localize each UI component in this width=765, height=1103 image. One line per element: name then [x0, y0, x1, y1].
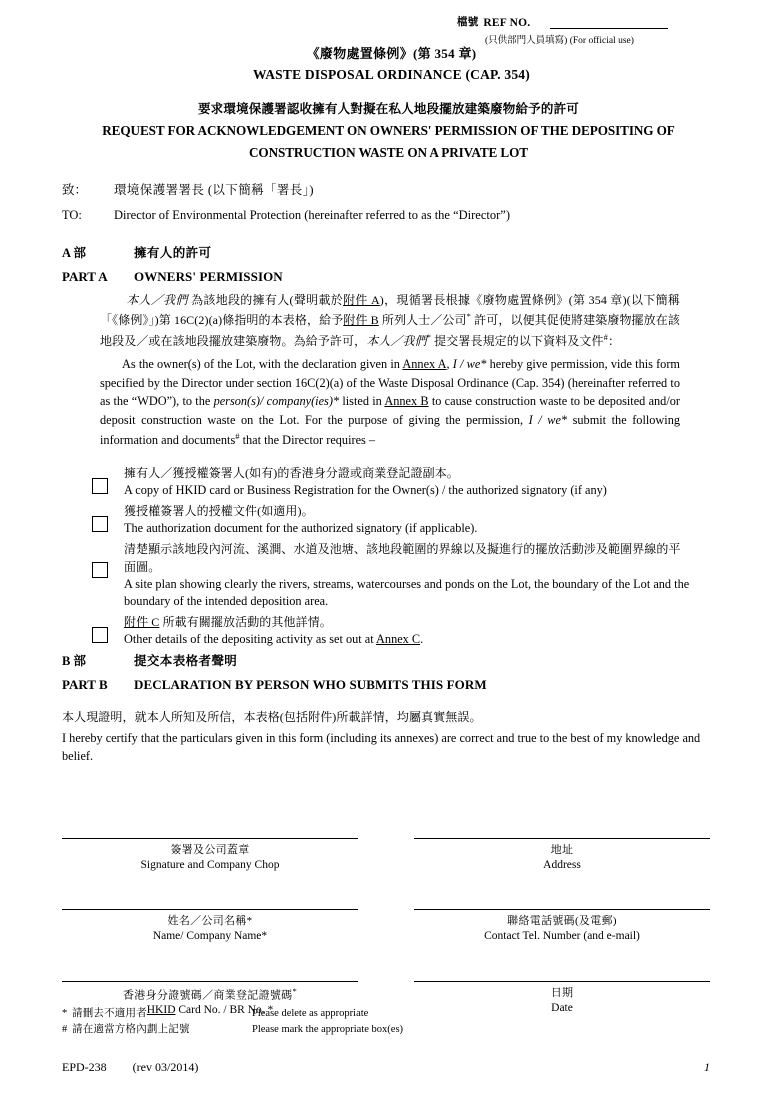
list-item[interactable] — [92, 613, 692, 649]
signature-line[interactable] — [414, 838, 710, 839]
signature-fields-grid — [62, 838, 710, 1019]
addressee-row-zh — [62, 180, 702, 198]
official-use-note: (只供部門人員填寫) (For official use) — [485, 36, 634, 46]
signature-row — [62, 838, 710, 873]
hkid-abbrev: HKID — [146, 1004, 176, 1017]
checkbox-site-plan[interactable] — [92, 562, 108, 578]
field-label-name-zh: 姓名／公司名稱* — [167, 915, 253, 928]
footnote-1-en: Please mark the appropriate box(es) — [252, 1023, 404, 1035]
part-a-body-zh-5: 本人／我們 — [366, 333, 427, 348]
page-footer — [62, 1060, 710, 1075]
persons-companies-marker: person(s)/ company(ies)* — [213, 394, 340, 409]
footnote-0-zh: 請刪去不適用者 — [72, 1008, 147, 1019]
part-a-body-en-2: , — [446, 357, 453, 371]
addressee-block — [62, 180, 702, 223]
field-label-signature-en: Signature and Company Chop — [140, 858, 280, 871]
i-we-marker-2: I / we* — [528, 413, 568, 428]
signature-line[interactable] — [62, 838, 358, 839]
part-a-heading — [62, 243, 712, 285]
checkbox-authorization-document[interactable] — [92, 516, 108, 532]
form-revision: (rev 03/2014) — [132, 1060, 199, 1074]
part-a-body-en-6: submit the following information and documents — [100, 413, 681, 447]
part-a-body-zh-3: 所列人士／公司 — [378, 313, 467, 328]
form-title-en-line2: CONSTRUCTION WASTE ON A PRIVATE LOT — [248, 145, 528, 161]
checklist-item-0-zh: 擁有人／獲授權簽署人(如有)的香港身分證或商業登記證副本。 — [124, 466, 459, 480]
footnotes-block — [62, 1006, 702, 1038]
field-label-date-zh: 日期 — [550, 986, 574, 999]
part-a-body-en-4: listed in — [339, 394, 385, 409]
field-label-name-en: Name/ Company Name* — [152, 930, 268, 943]
checklist-item-text — [124, 502, 692, 538]
declaration-zh: 本人現證明，就本人所知及所信，本表格(包括附件)所載詳情，均屬真實無誤。 — [62, 710, 482, 724]
footnote-row — [62, 1022, 702, 1038]
field-label-tel-en: Contact Tel. Number (and e-mail) — [484, 930, 640, 943]
list-item[interactable] — [92, 540, 692, 612]
signature-line[interactable] — [414, 909, 710, 910]
part-a-body-zh-4: 許可，以便其促使將建築廢物擺放在該地段及／或在該地段擺放建築廢物。為給予許可， — [100, 313, 680, 348]
addressee-label-en: TO: — [62, 208, 82, 222]
checklist-item-0-en: A copy of HKID card or Business Registration for the Owner(s) / the authorized signatory (if any) — [124, 483, 607, 497]
declaration-block — [62, 708, 702, 765]
checklist-item-3-en-post: . — [420, 632, 424, 647]
field-label-hkid-en-rest: Card No. / BR No. * — [175, 1004, 274, 1017]
annex-c-ref-en[interactable]: Annex C — [376, 632, 421, 647]
field-label-date-en: Date — [551, 1001, 573, 1014]
signature-row — [62, 909, 710, 944]
part-a-body-zh-1: 為該地段的擁有人(聲明載於 — [187, 293, 344, 307]
reference-number-blank-line[interactable] — [550, 17, 668, 29]
part-a-heading-en — [62, 269, 712, 285]
part-a-body-zh-6: 提交署長規定的以下資料及文件 — [431, 333, 604, 348]
list-item[interactable] — [92, 464, 692, 500]
signature-line[interactable] — [62, 909, 358, 910]
field-label-signature-zh: 簽署及公司蓋章 — [170, 844, 250, 856]
checklist-item-text — [124, 464, 692, 500]
annex-a-ref-zh[interactable]: 附件 A — [343, 293, 380, 307]
field-name-company-name[interactable] — [62, 909, 358, 944]
checklist-item-2-zh: 清楚顯示該地段內河流、溪澗、水道及池塘、該地段範圍的界線以及擬進行的擺放活動涉及範圍界線的平面圖。 — [124, 541, 681, 574]
addressee-value-en: Director of Environmental Protection (hereinafter referred to as the “Director”) — [114, 208, 510, 222]
part-a-body-zh-2: )，現循署長根據《廢物處置條例》(第 354 章)(以下簡稱「《條例》」)第 16C(2)(a)條指明的本表格，給予 — [100, 293, 680, 328]
field-address[interactable] — [414, 838, 710, 873]
footnote-0-en: Please delete as appropriate — [252, 1008, 369, 1019]
asterisk-marker-hkid: * — [292, 985, 298, 996]
part-a-body-en-1: As the owner(s) of the Lot, with the declaration given in — [122, 357, 403, 371]
checklist-item-2-en: A site plan showing clearly the rivers, streams, watercourses and ponds on the Lot, the boundary of the Lot and the boundary of the intended deposition area. — [124, 576, 690, 609]
checkbox-hkid-copy[interactable] — [92, 478, 108, 494]
footnote-1-mark: # — [62, 1023, 68, 1035]
ordinance-title-zh: 《廢物處置條例》(第 354 章) — [306, 46, 477, 61]
annex-b-ref-en[interactable]: Annex B — [384, 394, 429, 409]
checklist-item-text — [124, 540, 692, 612]
page-number: 1 — [704, 1060, 710, 1074]
footnote-0-mark: * — [62, 1008, 68, 1019]
form-title-block — [60, 100, 717, 163]
addressee-label-zh: 致： — [62, 183, 88, 197]
checklist-item-1-zh: 獲授權簽署人的授權文件(如適用)。 — [124, 503, 314, 518]
addressee-value-zh: 環境保護署署長 (以下簡稱「署長」) — [114, 183, 314, 197]
annex-c-ref-zh[interactable]: 附件 C — [124, 615, 160, 630]
part-a-body-en-7: that the Director requires – — [239, 432, 376, 447]
reference-label-zh: 檔號 — [457, 17, 479, 28]
part-a-name-zh: 擁有人的許可 — [134, 246, 212, 260]
checklist-item-3-en — [124, 631, 692, 649]
footnote-row — [62, 1006, 702, 1022]
form-title-en-line1: REQUEST FOR ACKNOWLEDGEMENT ON OWNERS' PERMISSION OF THE DEPOSITING OF — [102, 123, 675, 139]
part-a-body-en-5: to cause construction waste to be deposited and/or deposit construction waste on the Lot. For the purpose of giving the permission, — [100, 394, 680, 428]
asterisk-marker-zh-2: * — [426, 331, 432, 342]
checklist-item-text — [124, 613, 692, 649]
declaration-en: I hereby certify that the particulars given in this form (including its annexes) are correct and true to the best of my knowledge and belief. — [62, 730, 701, 764]
field-signature-company-chop[interactable] — [62, 838, 358, 873]
ordinance-title-en: WASTE DISPOSAL ORDINANCE (CAP. 354) — [253, 66, 530, 82]
field-contact-tel[interactable] — [414, 909, 710, 944]
annex-b-ref-zh[interactable]: 附件 B — [343, 313, 379, 328]
asterisk-marker-zh-1: * — [466, 311, 472, 322]
field-label-address-en: Address — [543, 858, 581, 871]
part-b-heading-zh — [62, 651, 712, 669]
reference-number-block — [457, 14, 747, 46]
part-a-heading-zh — [62, 243, 712, 261]
part-a-number-en: PART A — [62, 269, 108, 284]
reference-number-line — [457, 14, 747, 29]
part-b-name-zh: 提交本表格者聲明 — [134, 654, 238, 668]
field-label-address-zh: 地址 — [550, 844, 574, 856]
part-a-name-en: OWNERS' PERMISSION — [134, 269, 283, 284]
part-a-body-zh — [100, 291, 680, 351]
part-a-body-en-3: hereby give permission, vide this form specified by the Director under section 16C(2)(a) of the Waste Disposal Ordinance (Cap. 354) (hereinafter referred to as the “WDO”), to the — [100, 357, 680, 409]
part-b-heading-en — [62, 677, 712, 693]
part-b-number-zh: B 部 — [62, 654, 86, 668]
list-item[interactable] — [92, 502, 692, 538]
part-a-body-zh-pre: 本人／我們 — [126, 293, 188, 307]
checkbox-other-details[interactable] — [92, 627, 108, 643]
checklist-item-3-zh — [124, 613, 692, 631]
checklist-item-3-zh-rest: 所載有關擺放活動的其他詳情。 — [159, 615, 332, 630]
checklist-item-1-en: The authorization document for the authorized signatory (if applicable). — [124, 520, 478, 535]
addressee-row-en — [62, 208, 702, 223]
checklist-item-3-en-pre: Other details of the depositing activity as set out at — [124, 632, 377, 647]
form-title-zh: 要求環境保護署認收擁有人對擬在私人地段擺放建築廢物給予的許可 — [197, 102, 579, 116]
form-code: EPD-238 — [62, 1060, 107, 1074]
footer-left — [62, 1060, 198, 1075]
signature-line[interactable] — [62, 981, 358, 982]
required-documents-checklist — [92, 464, 692, 649]
part-b-number-en: PART B — [62, 677, 108, 692]
i-we-marker-1: I / we* — [452, 357, 487, 371]
signature-line[interactable] — [414, 981, 710, 982]
part-b-name-en: DECLARATION BY PERSON WHO SUBMITS THIS FORM — [134, 677, 487, 692]
field-label-hkid-zh-text: 香港身分證號碼／商業登記證號碼 — [122, 989, 293, 1002]
part-a-number-zh: A 部 — [62, 246, 86, 260]
part-a-body-zh-7: ： — [607, 333, 621, 348]
hash-marker-en: # — [235, 430, 240, 441]
ordinance-title-block — [40, 45, 743, 85]
part-b-heading — [62, 651, 712, 693]
hash-marker-zh: # — [603, 331, 608, 342]
field-label-hkid-zh — [62, 986, 358, 1004]
footnote-1-zh: 請在適當方格內劃上記號 — [72, 1023, 190, 1035]
part-a-body-en — [100, 355, 680, 450]
annex-a-ref-en[interactable]: Annex A — [402, 357, 447, 371]
field-label-tel-zh: 聯絡電話號碼(及電郵) — [507, 915, 617, 928]
reference-label-en: REF NO. — [483, 17, 531, 29]
